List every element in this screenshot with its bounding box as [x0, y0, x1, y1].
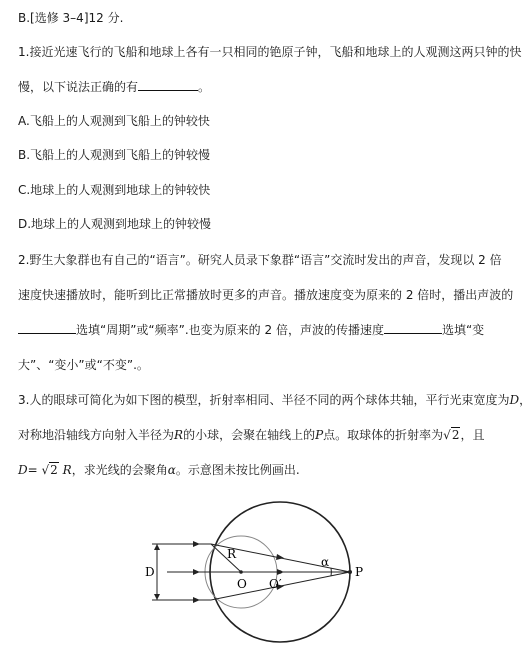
q3-var-r2: R: [62, 463, 72, 477]
arrow-bottom-1: [193, 597, 200, 603]
arrow-top-1: [193, 541, 200, 547]
q3-line2-text-c: 点。取球体的折射率为: [323, 428, 444, 442]
q1-option-b: B.飞船上的人观测到飞船上的钟较慢: [18, 148, 211, 162]
arrow-top-2: [276, 554, 284, 560]
q2-line1: 2.野生大象群也有自己的“语言”。研究人员录下象群“语言”交流时发出的声音，发现以 2 倍: [18, 253, 502, 267]
q1-option-c: C.地球上的人观测到地球上的钟较快: [18, 183, 211, 197]
label-o: O: [237, 577, 247, 591]
q3-equals: =: [27, 463, 38, 477]
q3-line3: [18, 462, 506, 478]
q2-line3: [18, 322, 506, 338]
q1-stem-end: 。: [198, 80, 211, 94]
q3-line3-text-b: 。示意图未按比例画出.: [175, 463, 300, 477]
point-o: [239, 570, 243, 574]
q3-sqrt-1: √2: [443, 428, 460, 442]
q1-stem-line2: [18, 79, 506, 95]
q3-line2: [18, 427, 506, 443]
d-arrow-up: [154, 544, 160, 550]
d-arrow-down: [154, 594, 160, 600]
q3-line1-end: ，: [519, 393, 531, 407]
q2-line3-text-b: 选填“变: [441, 323, 485, 337]
q1-option-a: A.飞船上的人观测到飞船上的钟较快: [18, 114, 210, 128]
q3-line2-text-d: ，且: [460, 428, 485, 442]
q3-line3-text-a: ，求光线的会聚角: [71, 463, 168, 477]
label-p: P: [355, 565, 364, 579]
q3-line1-text: 3.人的眼球可简化为如下图的模型，折射率相同、半径不同的两个球体共轴，平行光束宽度为: [18, 393, 510, 407]
q2-line2: 速度快速播放时，能听到比正常播放时更多的声音。播放速度变为原来的 2 倍时，播出声波的: [18, 288, 514, 302]
q2-line3-text-a: 选填“周期”或“频率”.也变为原来的 2 倍，声波的传播速度: [76, 323, 384, 337]
q3-var-p: P: [315, 428, 324, 442]
q3-line1: [18, 392, 531, 408]
q3-var-d: D: [509, 393, 520, 407]
q3-line2-text-b: 的小球，会聚在轴线上的: [183, 428, 316, 442]
point-p: [348, 570, 352, 574]
label-r: R: [227, 547, 237, 561]
q1-stem-text: 慢，以下说法正确的有: [18, 80, 139, 94]
label-o-prime: O′: [269, 577, 282, 591]
q3-line2-text-a: 对称地沿轴线方向射入半径为: [18, 428, 175, 442]
q1-option-d: D.地球上的人观测到地球上的钟较慢: [18, 217, 212, 231]
q3-var-d2: D: [18, 463, 28, 477]
q1-stem-line1: 1.接近光速飞行的飞船和地球上各有一只相同的铯原子钟，飞船和地球上的人观测这两只钟的快: [18, 45, 522, 59]
arrow-axis-1: [193, 569, 200, 575]
radius-line: [211, 544, 241, 572]
q1-answer-blank[interactable]: [138, 80, 198, 91]
q3-sqrt-1-radicand: 2: [451, 428, 460, 442]
q2-blank-2[interactable]: [384, 323, 442, 334]
eyeball-model-diagram: [145, 500, 375, 642]
q3-sqrt-2-radicand: 2: [50, 463, 58, 477]
section-header: B.[选修 3–4]12 分.: [18, 11, 124, 25]
label-alpha: α: [321, 555, 330, 569]
q3-var-r: R: [174, 428, 184, 442]
q3-var-alpha: α: [167, 463, 176, 477]
q2-line4: 大”、“变小”或“不变”.。: [18, 358, 149, 372]
q3-sqrt-2: √2: [41, 463, 58, 477]
q2-blank-1[interactable]: [18, 323, 76, 334]
label-d: D: [145, 565, 155, 579]
point-o-prime: [278, 570, 282, 574]
